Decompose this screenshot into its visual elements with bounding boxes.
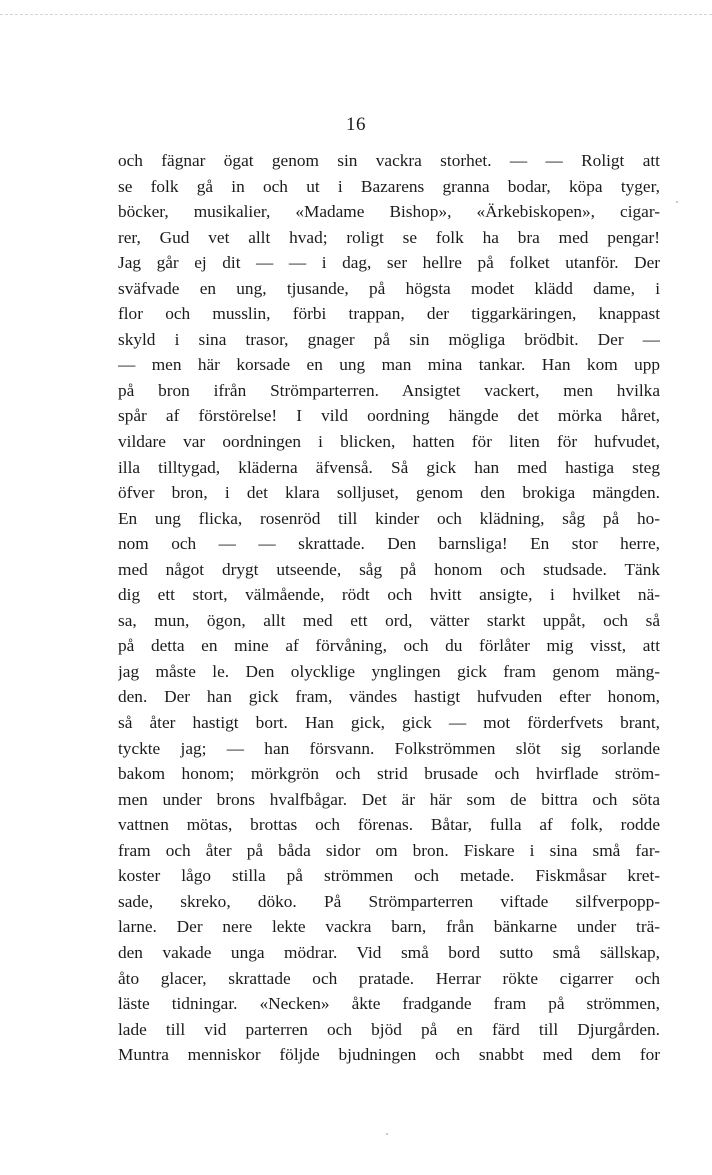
text-line: den vakade unga mödrar. Vid små bord sutto små sällskap,: [118, 942, 660, 962]
text-line: — men här korsade en ung man mina tankar. Han kom upp: [118, 355, 660, 375]
text-line: lade till vid parterren och bjöd på en färd till Djurgården.: [118, 1019, 660, 1039]
text-line: spår af förstörelse! I vild oordning hängde det mörka håret,: [118, 406, 660, 426]
top-edge-rule: [0, 14, 712, 15]
text-line: jag måste le. Den olycklige ynglingen gick fram genom mäng-: [118, 661, 660, 681]
body-text: [118, 148, 660, 1068]
text-line: skyld i sina trasor, gnager på sin mögliga brödbit. Der —: [118, 329, 660, 349]
text-line: Jag går ej dit — — i dag, ser hellre på folket utanför. Der: [118, 253, 660, 273]
text-line: dig ett stort, välmående, rödt och hvitt ansigte, i hvilket nä-: [118, 585, 660, 605]
text-line: nom och — — skrattade. Den barnsliga! En stor herre,: [118, 534, 660, 554]
text-line: se folk gå in och ut i Bazarens granna bodar, köpa tyger,: [118, 176, 660, 196]
text-line: böcker, musikalier, «Madame Bishop», «Ärkebiskopen», cigar-: [118, 202, 660, 222]
text-line: vattnen mötas, brottas och förenas. Båtar, fulla af folk, rodde: [118, 815, 660, 835]
text-line: larne. Der nere lekte vackra barn, från bänkarne under trä-: [118, 917, 660, 937]
text-line: bakom honom; mörkgrön och strid brusade och hvirflade ström-: [118, 764, 660, 784]
text-line: rer, Gud vet allt hvad; roligt se folk ha bra med pengar!: [118, 227, 660, 247]
text-line: illa tilltygad, kläderna äfvenså. Så gick han med hastiga steg: [118, 457, 660, 477]
page-number: 16: [346, 114, 366, 135]
paper-speck: [386, 1133, 388, 1135]
text-line: En ung flicka, rosenröd till kinder och klädning, såg på ho-: [118, 508, 660, 528]
text-line: och fägnar ögat genom sin vackra storhet. — — Roligt att: [118, 151, 660, 170]
text-line: sade, skreko, döko. På Strömparterren viftade silfverpopp-: [118, 891, 660, 911]
text-line: åto glacer, skrattade och pratade. Herrar rökte cigarrer och: [118, 968, 660, 988]
text-line: Muntra menniskor följde bjudningen och snabbt med dem for: [118, 1045, 660, 1065]
text-line: koster lågo stilla på strömmen och metade. Fiskmåsar kret-: [118, 866, 660, 886]
text-line: fram och åter på båda sidor om bron. Fiskare i sina små far-: [118, 840, 660, 860]
text-line: öfver bron, i det klara solljuset, genom den brokiga mängden.: [118, 483, 660, 503]
text-line: sa, mun, ögon, allt med ett ord, vätter starkt uppåt, och så: [118, 610, 660, 630]
text-line: vildare var oordningen i blicken, hatten för liten för hufvudet,: [118, 432, 660, 452]
text-line: så åter hastigt bort. Han gick, gick — mot förderfvets brant,: [118, 713, 660, 733]
paper-speck: [676, 201, 678, 203]
text-line: den. Der han gick fram, vändes hastigt hufvuden efter honom,: [118, 687, 660, 707]
text-line: läste tidningar. «Necken» åkte fradgande fram på strömmen,: [118, 994, 660, 1014]
text-line: på bron ifrån Strömparterren. Ansigtet vackert, men hvilka: [118, 380, 660, 400]
text-line: med något drygt utseende, såg på honom och studsade. Tänk: [118, 559, 660, 579]
text-line: tyckte jag; — han försvann. Folkströmmen slöt sig sorlande: [118, 738, 660, 758]
text-line: på detta en mine af förvåning, och du förlåter mig visst, att: [118, 636, 660, 656]
text-line: flor och musslin, förbi trappan, der tiggarkäringen, knappast: [118, 304, 660, 324]
text-line: sväfvade en ung, tjusande, på högsta modet klädd dame, i: [118, 278, 660, 298]
text-line: men under brons hvalfbågar. Det är här som de bittra och söta: [118, 789, 660, 809]
